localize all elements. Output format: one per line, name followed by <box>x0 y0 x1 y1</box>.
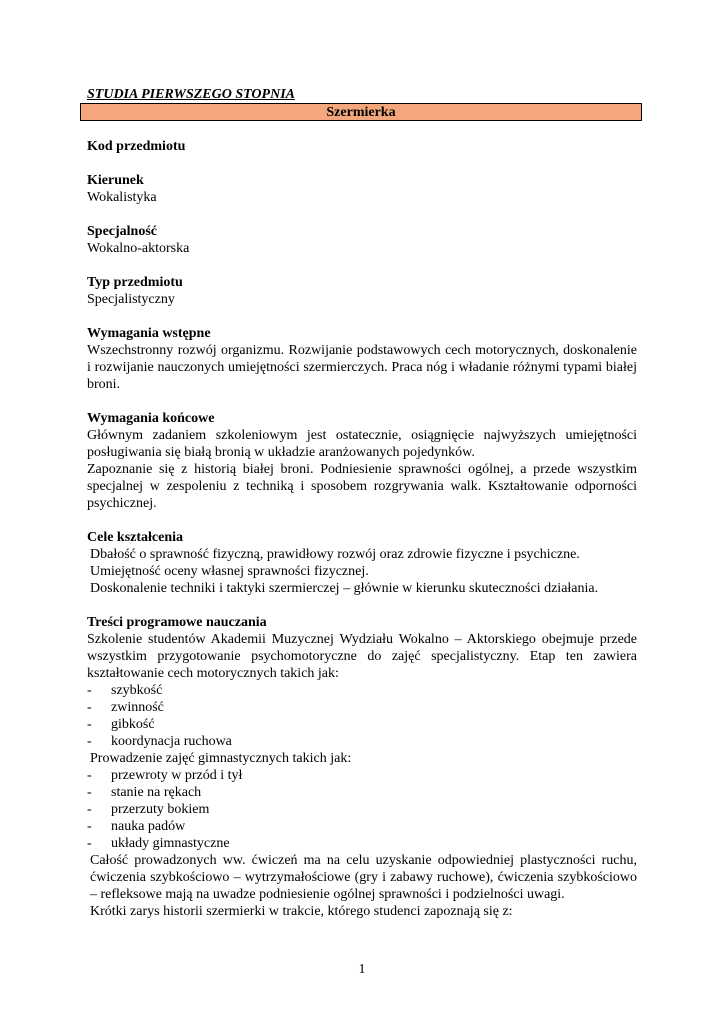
final-requirements-paragraph-1: Głównym zadaniem szkoleniowym jest ostatecznie, osiągnięcie najwyższych umiejętności posługiwania się białą bronią w układzie aranżowanych pojedynków. <box>87 428 637 460</box>
course-code-section <box>87 138 637 155</box>
list-item-text: zwinność <box>111 700 164 715</box>
motor-traits-list <box>87 682 637 750</box>
list-item <box>87 733 637 750</box>
list-item-text: koordynacja ruchowa <box>111 734 232 749</box>
specialization-section <box>87 223 637 257</box>
list-item-text: układy gimnastyczne <box>111 836 230 851</box>
goals-heading: Cele kształcenia <box>87 530 184 545</box>
document-content <box>87 86 637 920</box>
list-item-text: stanie na rękach <box>111 785 202 800</box>
prerequisites-heading: Wymagania wstępne <box>87 326 211 341</box>
list-item-text: nauka padów <box>111 819 186 834</box>
study-level-title: STUDIA PIERWSZEGO STOPNIA <box>87 87 295 102</box>
dash-bullet: - <box>87 836 92 851</box>
list-item-text: gibkość <box>111 717 155 732</box>
program-summary: Całość prowadzonych ww. ćwiczeń ma na celu uzyskanie odpowiedniej plastyczności ruchu, ćwiczenia szybkościowo – wytrzymałościowe (gry i zabawy ruchowe), ćwiczenia szybkościowo – refleksowe mają na uwadze podniesienie ogólnej sprawności i podzielności uwagi. <box>90 853 637 902</box>
subject-title-bar: Szermierka <box>80 103 642 121</box>
goal-item: Dbałość o sprawność fizyczną, prawidłowy rozwój oraz zdrowie fizyczne i psychiczne. <box>90 547 580 562</box>
gym-exercises-list <box>87 767 637 852</box>
field-value: Wokalistyka <box>87 190 157 205</box>
dash-bullet: - <box>87 768 92 783</box>
specialization-value: Wokalno-aktorska <box>87 241 190 256</box>
list-item <box>87 784 637 801</box>
course-type-heading: Typ przedmiotu <box>87 275 183 290</box>
course-code-heading: Kod przedmiotu <box>87 139 186 154</box>
prerequisites-text: Wszechstronny rozwój organizmu. Rozwijanie podstawowych cech motorycznych, doskonalenie i rozwijanie nauczonych umiejętności szermierczych. Praca nóg i władanie różnymi typami białej broni. <box>87 343 637 392</box>
list-item <box>87 801 637 818</box>
course-type-value: Specjalistyczny <box>87 292 175 307</box>
final-requirements-section <box>87 410 637 512</box>
dash-bullet: - <box>87 802 92 817</box>
list-item <box>87 835 637 852</box>
specialization-heading: Specjalność <box>87 224 157 239</box>
goal-item: Doskonalenie techniki i taktyki szermierczej – głównie w kierunku skuteczności działania. <box>90 581 599 596</box>
program-heading: Treści programowe nauczania <box>87 615 267 630</box>
dash-bullet: - <box>87 700 92 715</box>
dash-bullet: - <box>87 683 92 698</box>
goal-item: Umiejętność oceny własnej sprawności fizycznej. <box>90 564 369 579</box>
dash-bullet: - <box>87 785 92 800</box>
course-type-section <box>87 274 637 308</box>
goals-section <box>87 529 637 597</box>
prerequisites-section <box>87 325 637 393</box>
final-requirements-heading: Wymagania końcowe <box>87 411 215 426</box>
field-section <box>87 172 637 206</box>
history-intro: Krótki zarys historii szermierki w trakcie, którego studenci zapoznają się z: <box>90 904 513 919</box>
list-item <box>87 716 637 733</box>
field-heading: Kierunek <box>87 173 144 188</box>
final-requirements-paragraph-2: Zapoznanie się z historią białej broni. Podniesienie sprawności ogólnej, a przede wszystkim specjalnej w zespoleniu z techniką i sposobem rozgrywania walk. Kształtowanie odporności psychicznej. <box>87 462 637 511</box>
dash-bullet: - <box>87 717 92 732</box>
page-number: 1 <box>358 962 366 977</box>
dash-bullet: - <box>87 734 92 749</box>
dash-bullet: - <box>87 819 92 834</box>
program-intro: Szkolenie studentów Akademii Muzycznej Wydziału Wokalno – Aktorskiego obejmuje przede wszystkim przygotowanie psychomotoryczne do zajęć specjalistyczny. Etap ten zawiera kształtowanie cech motorycznych takich jak: <box>87 632 637 681</box>
program-section <box>87 614 637 920</box>
list-item-text: szybkość <box>111 683 163 698</box>
list-item-text: przewroty w przód i tył <box>111 768 243 783</box>
list-item <box>87 682 637 699</box>
list-item <box>87 767 637 784</box>
list-item <box>87 699 637 716</box>
list-item-text: przerzuty bokiem <box>111 802 210 817</box>
list-item <box>87 818 637 835</box>
gym-intro: Prowadzenie zajęć gimnastycznych takich jak: <box>90 751 352 766</box>
